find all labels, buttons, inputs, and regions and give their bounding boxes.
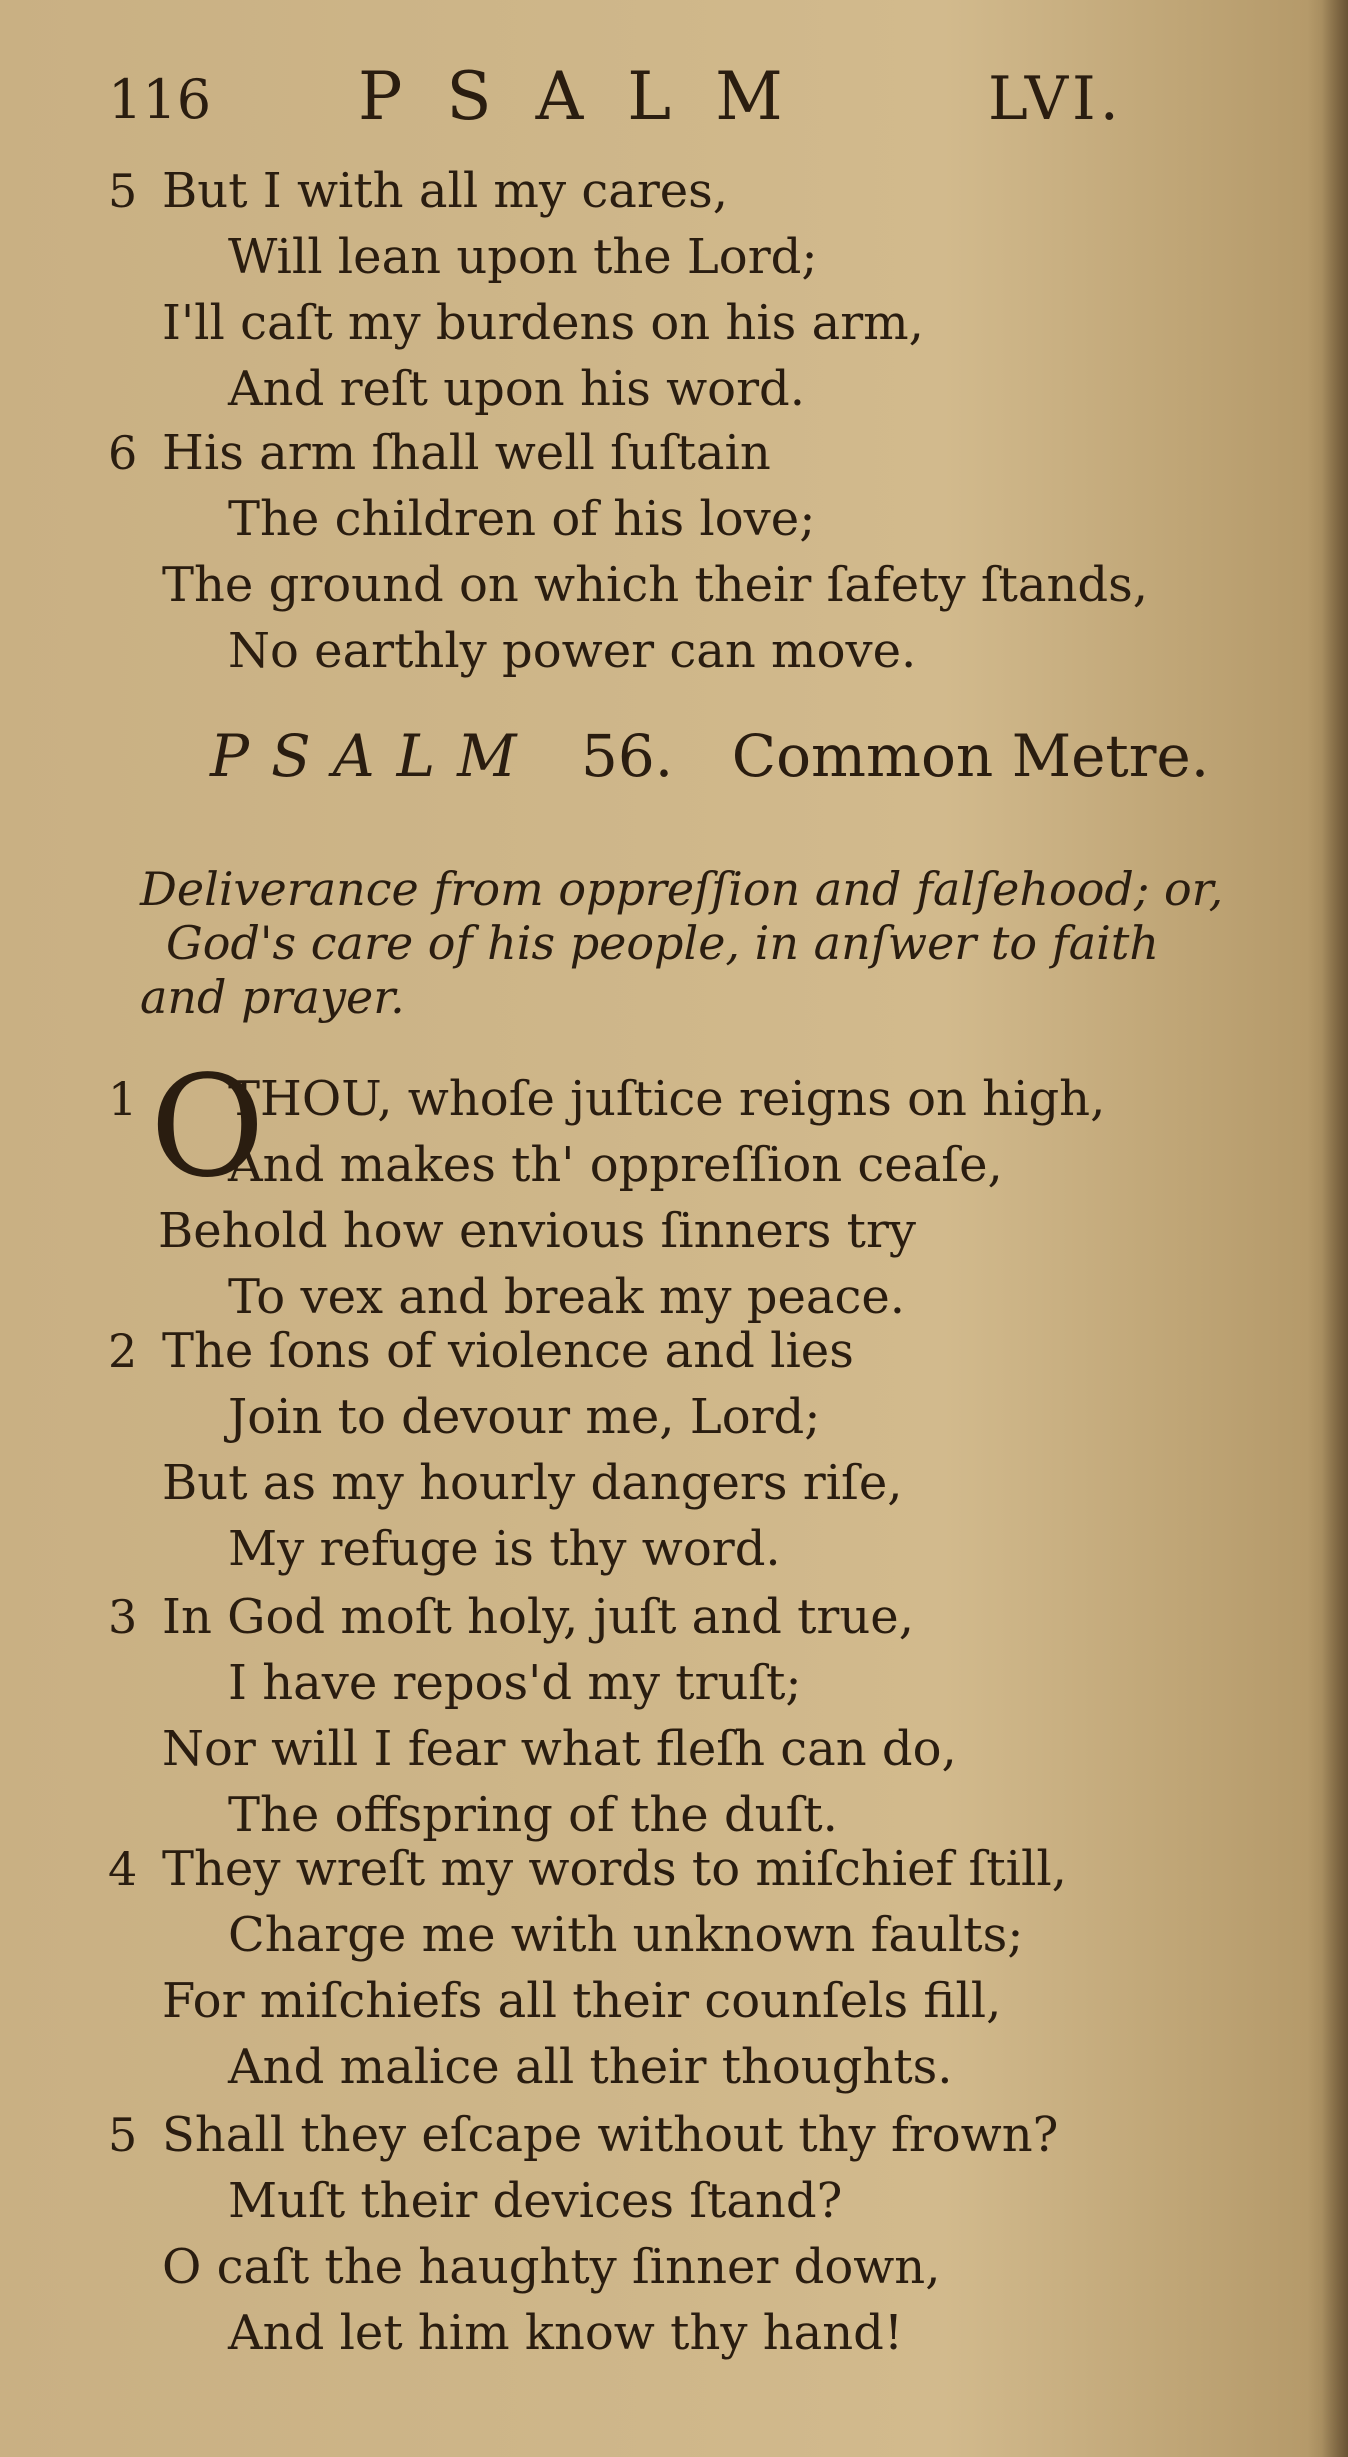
verse-line: Will lean upon the Lord; (228, 229, 818, 285)
verse-line: In God moſt holy, juſt and true, (162, 1589, 914, 1645)
verse-number: 5 (108, 2108, 138, 2162)
verse-4 (108, 1836, 1258, 2100)
verse-number: 2 (108, 1324, 138, 1378)
verse-line: Shall they eſcape without thy frown? (162, 2107, 1059, 2163)
psalm-label: PSALM (210, 722, 539, 790)
psalm-subtitle (140, 862, 1290, 1024)
continuation-verse-5 (108, 158, 1258, 422)
verse-line: The ſons of violence and lies (162, 1323, 854, 1379)
verse-line: For miſchiefs all their counſels fill, (162, 1973, 1002, 2029)
verse-3 (108, 1584, 1258, 1848)
verse-line: The ground on which their ſafety ſtands, (162, 557, 1149, 613)
verse-line: Charge me with unknown faults; (228, 1907, 1024, 1963)
subtitle-line: and prayer. (140, 970, 405, 1024)
verse-line: I'll caſt my burdens on his arm, (162, 295, 924, 351)
verse-number: 4 (108, 1842, 138, 1896)
verse-line: THOU, whoſe juſtice reigns on high, (228, 1071, 1106, 1127)
verse-1 (108, 1066, 1258, 1330)
drop-cap: O (150, 1046, 265, 1209)
page-header (108, 58, 1248, 148)
psalm-number: 56. (581, 722, 674, 790)
verse-line: No earthly power can move. (228, 623, 917, 679)
verse-line: And reſt upon his word. (228, 361, 806, 417)
verse-number: 5 (108, 164, 138, 218)
verse-line: And malice all their thoughts. (228, 2039, 953, 2095)
verse-line: Nor will I fear what fleſh can do, (162, 1721, 957, 1777)
verse-line: But as my hourly dangers riſe, (162, 1455, 903, 1511)
verse-number: 6 (108, 426, 138, 480)
verse-line: Join to devour me, Lord; (228, 1389, 821, 1445)
verse-line: My refuge is thy word. (228, 1521, 781, 1577)
verse-line: And let him know thy hand! (228, 2305, 904, 2361)
subtitle-line: Deliverance from oppreſſion and falſehood; or, (140, 862, 1224, 916)
psalm-metre: Common Metre. (731, 722, 1210, 790)
subtitle-line: God's care of his people, in anſwer to faith (166, 916, 1159, 970)
verse-line: Behold how envious ſinners try (158, 1203, 917, 1259)
verse-line: They wreſt my words to miſchief ſtill, (162, 1841, 1067, 1897)
verse-2 (108, 1318, 1258, 1582)
running-head-psalm-number: LVI. (988, 64, 1123, 134)
verse-line: I have repos'd my truſt; (228, 1655, 802, 1711)
verse-line: The children of his love; (228, 491, 816, 547)
verse-line: Muſt their devices ſtand? (228, 2173, 843, 2229)
verse-line: To vex and break my peace. (228, 1269, 906, 1325)
verse-line: But I with all my cares, (162, 163, 729, 219)
continuation-verse-6 (108, 420, 1258, 684)
verse-line: The offspring of the duſt. (228, 1787, 838, 1843)
verse-line: His arm ſhall well ſuſtain (162, 425, 771, 481)
verse-line: And makes th' oppreſſion ceaſe, (228, 1137, 1003, 1193)
running-head-title: PSALM (358, 58, 827, 135)
psalm-heading (210, 722, 1270, 790)
verse-5 (108, 2102, 1258, 2366)
page-number: 116 (108, 68, 212, 131)
verse-line: O caſt the haughty ſinner down, (162, 2239, 941, 2295)
verse-number: 3 (108, 1590, 138, 1644)
verse-number: 1 (108, 1072, 138, 1126)
